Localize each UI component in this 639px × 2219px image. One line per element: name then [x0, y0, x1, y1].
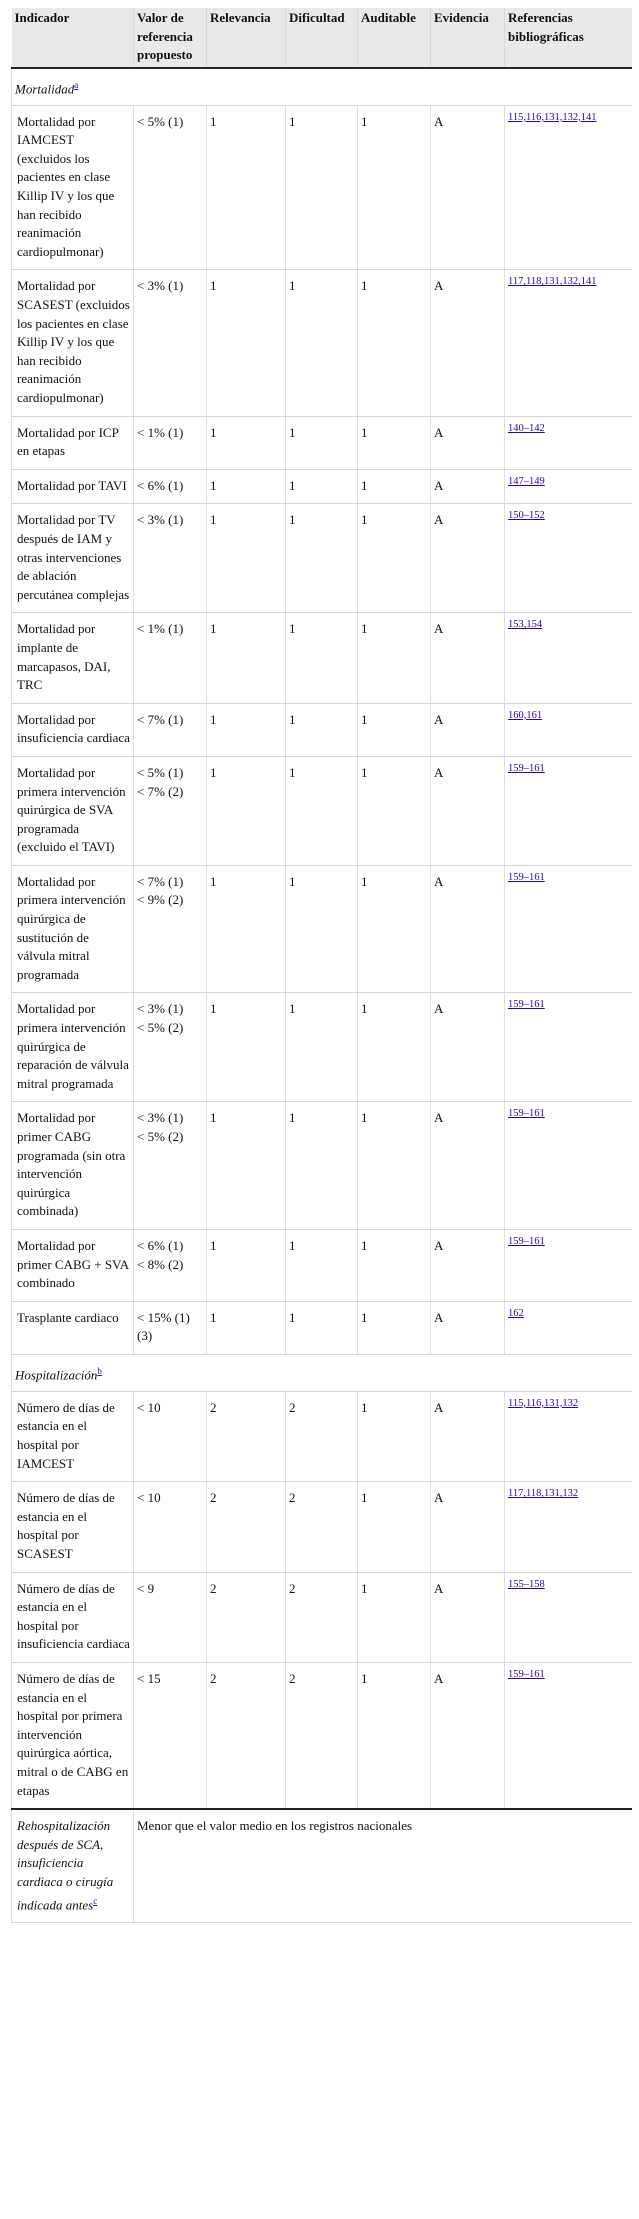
auditable-cell: 1: [358, 1301, 431, 1354]
auditable-cell: 1: [358, 1663, 431, 1810]
table-row: [12, 993, 632, 1102]
auditable-cell: 1: [358, 865, 431, 993]
reference-value-cell: < 6% (1): [134, 469, 207, 504]
indicator-cell: Mortalidad por SCASEST (excluidos los pacientes en clase Killip IV y los que han recibido reanimación cardiopulmonar): [12, 270, 134, 416]
indicator-cell: Número de días de estancia en el hospital por insuficiencia cardiaca: [12, 1572, 134, 1662]
reference-link[interactable]: 159–161: [508, 1669, 545, 1680]
section-title-cell: [12, 1354, 632, 1391]
reference-value-cell: < 5% (1): [134, 105, 207, 270]
auditable-cell: 1: [358, 993, 431, 1102]
reference-link[interactable]: 117,118,131,132,141: [508, 276, 597, 288]
footnote-marker: [97, 1365, 102, 1377]
evidence-cell: A: [431, 703, 505, 756]
footnote-marker: [74, 79, 78, 91]
indicator-cell: [12, 1809, 134, 1923]
reference-value-cell: < 3% (1) < 5% (2): [134, 993, 207, 1102]
reference-value-cell: < 10: [134, 1391, 207, 1481]
evidence-cell: A: [431, 105, 505, 270]
indicator-cell: Número de días de estancia en el hospital por IAMCEST: [12, 1391, 134, 1481]
evidence-cell: A: [431, 613, 505, 703]
indicator-cell: Mortalidad por TV después de IAM y otras intervenciones de ablación percutánea complejas: [12, 504, 134, 613]
relevance-cell: 2: [207, 1663, 286, 1810]
reference-value-cell: < 9: [134, 1572, 207, 1662]
relevance-cell: 1: [207, 469, 286, 504]
table-header-row: [12, 8, 632, 68]
indicator-cell: Mortalidad por implante de marcapasos, DAI, TRC: [12, 613, 134, 703]
indicator-cell: Mortalidad por primera intervención quirúrgica de sustitución de válvula mitral programada: [12, 865, 134, 993]
relevance-cell: 2: [207, 1572, 286, 1662]
table-row: [12, 1663, 632, 1810]
difficulty-cell: 1: [286, 416, 358, 469]
reference-value-cell: < 3% (1): [134, 270, 207, 416]
footnote-marker: [93, 1895, 97, 1907]
reference-value-cell: < 5% (1) < 7% (2): [134, 756, 207, 865]
relevance-cell: 1: [207, 703, 286, 756]
reference-link[interactable]: 159–161: [508, 871, 545, 883]
auditable-cell: 1: [358, 469, 431, 504]
relevance-cell: 1: [207, 613, 286, 703]
table-row: [12, 270, 632, 416]
difficulty-cell: 2: [286, 1391, 358, 1481]
reference-value-cell: Menor que el valor medio en los registros nacionales: [134, 1809, 632, 1923]
difficulty-cell: 2: [286, 1663, 358, 1810]
reference-link[interactable]: 147–149: [508, 475, 545, 487]
difficulty-cell: 1: [286, 1102, 358, 1230]
evidence-cell: A: [431, 1482, 505, 1572]
references-cell: [505, 105, 632, 270]
reference-link[interactable]: 140–142: [508, 422, 545, 434]
reference-value-cell: < 1% (1): [134, 416, 207, 469]
evidence-cell: A: [431, 865, 505, 993]
evidence-cell: A: [431, 469, 505, 504]
relevance-cell: 1: [207, 993, 286, 1102]
column-header: Evidencia: [431, 8, 505, 68]
reference-link[interactable]: 159–161: [508, 1108, 545, 1120]
table-row: [12, 105, 632, 270]
references-cell: [505, 504, 632, 613]
difficulty-cell: 2: [286, 1482, 358, 1572]
reference-value-cell: < 1% (1): [134, 613, 207, 703]
references-cell: [505, 1102, 632, 1230]
reference-value-cell: < 15: [134, 1663, 207, 1810]
reference-value-cell: < 6% (1) < 8% (2): [134, 1229, 207, 1301]
table-row: [12, 1572, 632, 1662]
references-cell: [505, 416, 632, 469]
reference-link[interactable]: 159–161: [508, 1235, 545, 1247]
difficulty-cell: 1: [286, 1301, 358, 1354]
reference-link[interactable]: 115,116,131,132,141: [508, 111, 597, 123]
reference-link[interactable]: 153,154: [508, 619, 543, 631]
column-header: Valor de referencia propuesto: [134, 8, 207, 68]
table-row: [12, 469, 632, 504]
difficulty-cell: 1: [286, 865, 358, 993]
evidence-cell: A: [431, 756, 505, 865]
quality-indicators-table: [11, 8, 632, 1923]
indicator-cell: Mortalidad por insuficiencia cardiaca: [12, 703, 134, 756]
relevance-cell: 1: [207, 504, 286, 613]
indicator-cell: Mortalidad por TAVI: [12, 469, 134, 504]
table-row: [12, 1482, 632, 1572]
relevance-cell: 1: [207, 270, 286, 416]
column-header: Relevancia: [207, 8, 286, 68]
auditable-cell: 1: [358, 270, 431, 416]
reference-link[interactable]: 160,161: [508, 709, 543, 721]
relevance-cell: 1: [207, 1229, 286, 1301]
table-row: [12, 1229, 632, 1301]
indicator-cell: Trasplante cardiaco: [12, 1301, 134, 1354]
evidence-cell: A: [431, 1301, 505, 1354]
section-row: [12, 1354, 632, 1391]
indicator-cell: Número de días de estancia en el hospital por SCASEST: [12, 1482, 134, 1572]
reference-link[interactable]: 115,116,131,132: [508, 1397, 579, 1409]
auditable-cell: 1: [358, 105, 431, 270]
section-title: Hospitalización: [15, 1367, 98, 1383]
reference-value-cell: < 7% (1) < 9% (2): [134, 865, 207, 993]
reference-link[interactable]: 117,118,131,132: [508, 1488, 579, 1500]
references-cell: [505, 756, 632, 865]
references-cell: [505, 613, 632, 703]
auditable-cell: 1: [358, 416, 431, 469]
reference-value-cell: < 15% (1) (3): [134, 1301, 207, 1354]
relevance-cell: 1: [207, 105, 286, 270]
table-row: [12, 703, 632, 756]
auditable-cell: 1: [358, 756, 431, 865]
reference-link[interactable]: 162: [508, 1307, 524, 1319]
auditable-cell: 1: [358, 1102, 431, 1230]
reference-link[interactable]: 159–161: [508, 999, 545, 1011]
footnote-link[interactable]: b: [97, 1365, 102, 1376]
table-row: [12, 865, 632, 993]
reference-link[interactable]: 155–158: [508, 1578, 545, 1590]
difficulty-cell: 1: [286, 469, 358, 504]
section-row: [12, 68, 632, 105]
reference-value-cell: < 10: [134, 1482, 207, 1572]
relevance-cell: 1: [207, 1301, 286, 1354]
table-body: [12, 68, 632, 1923]
table-row: [12, 504, 632, 613]
indicator-cell: Mortalidad por primera intervención quirúrgica de reparación de válvula mitral programada: [12, 993, 134, 1102]
table-row: [12, 1301, 632, 1354]
table-row: [12, 1391, 632, 1481]
evidence-cell: A: [431, 1102, 505, 1230]
evidence-cell: A: [431, 1663, 505, 1810]
table-row: [12, 613, 632, 703]
references-cell: [505, 1663, 632, 1810]
indicator-cell: Mortalidad por ICP en etapas: [12, 416, 134, 469]
section-title-cell: [12, 68, 632, 105]
auditable-cell: 1: [358, 1572, 431, 1662]
indicator-cell: Mortalidad por primera intervención quirúrgica de SVA programada (excluido el TAVI): [12, 756, 134, 865]
references-cell: [505, 1391, 632, 1481]
footnote-link[interactable]: a: [74, 79, 79, 90]
references-cell: [505, 469, 632, 504]
difficulty-cell: 1: [286, 613, 358, 703]
difficulty-cell: 1: [286, 756, 358, 865]
column-header: Auditable: [358, 8, 431, 68]
auditable-cell: 1: [358, 613, 431, 703]
reference-value-cell: < 7% (1): [134, 703, 207, 756]
reference-value-cell: < 3% (1) < 5% (2): [134, 1102, 207, 1230]
indicator-cell: Número de días de estancia en el hospital por primera intervención quirúrgica aórtica, mitral o de CABG en etapas: [12, 1663, 134, 1810]
evidence-cell: A: [431, 416, 505, 469]
difficulty-cell: 1: [286, 105, 358, 270]
difficulty-cell: 1: [286, 703, 358, 756]
relevance-cell: 1: [207, 416, 286, 469]
evidence-cell: A: [431, 1572, 505, 1662]
relevance-cell: 1: [207, 1102, 286, 1230]
auditable-cell: 1: [358, 504, 431, 613]
table-row: [12, 1102, 632, 1230]
difficulty-cell: 1: [286, 993, 358, 1102]
evidence-cell: A: [431, 993, 505, 1102]
reference-link[interactable]: 150–152: [508, 510, 545, 522]
footnote-link[interactable]: c: [93, 1895, 98, 1906]
references-cell: [505, 1482, 632, 1572]
relevance-cell: 1: [207, 756, 286, 865]
difficulty-cell: 1: [286, 1229, 358, 1301]
auditable-cell: 1: [358, 1482, 431, 1572]
difficulty-cell: 1: [286, 504, 358, 613]
references-cell: [505, 1301, 632, 1354]
table-row: [12, 756, 632, 865]
indicator-cell: Mortalidad por primer CABG programada (sin otra intervención quirúrgica combinada): [12, 1102, 134, 1230]
evidence-cell: A: [431, 504, 505, 613]
evidence-cell: A: [431, 270, 505, 416]
references-cell: [505, 993, 632, 1102]
indicator-cell: Mortalidad por primer CABG + SVA combinado: [12, 1229, 134, 1301]
column-header: Indicador: [12, 8, 134, 68]
relevance-cell: 2: [207, 1391, 286, 1481]
indicator-cell: Mortalidad por IAMCEST (excluidos los pacientes en clase Killip IV y los que han recibido reanimación cardiopulmonar): [12, 105, 134, 270]
table-container: [11, 8, 631, 1923]
references-cell: [505, 865, 632, 993]
references-cell: [505, 270, 632, 416]
auditable-cell: 1: [358, 1391, 431, 1481]
rehospitalization-label: Rehospitalización después de SCA, insuficiencia cardiaca o cirugía indicada antes: [17, 1818, 114, 1912]
references-cell: [505, 1572, 632, 1662]
relevance-cell: 1: [207, 865, 286, 993]
evidence-cell: A: [431, 1229, 505, 1301]
difficulty-cell: 1: [286, 270, 358, 416]
reference-value-cell: < 3% (1): [134, 504, 207, 613]
references-cell: [505, 1229, 632, 1301]
reference-link[interactable]: 159–161: [508, 762, 545, 774]
evidence-cell: A: [431, 1391, 505, 1481]
relevance-cell: 2: [207, 1482, 286, 1572]
section-title: Mortalidad: [15, 81, 75, 97]
references-cell: [505, 703, 632, 756]
auditable-cell: 1: [358, 703, 431, 756]
rehospitalization-row: [12, 1809, 632, 1923]
column-header: Referencias bibliográficas: [505, 8, 632, 68]
column-header: Dificultad: [286, 8, 358, 68]
table-row: [12, 416, 632, 469]
difficulty-cell: 2: [286, 1572, 358, 1662]
auditable-cell: 1: [358, 1229, 431, 1301]
